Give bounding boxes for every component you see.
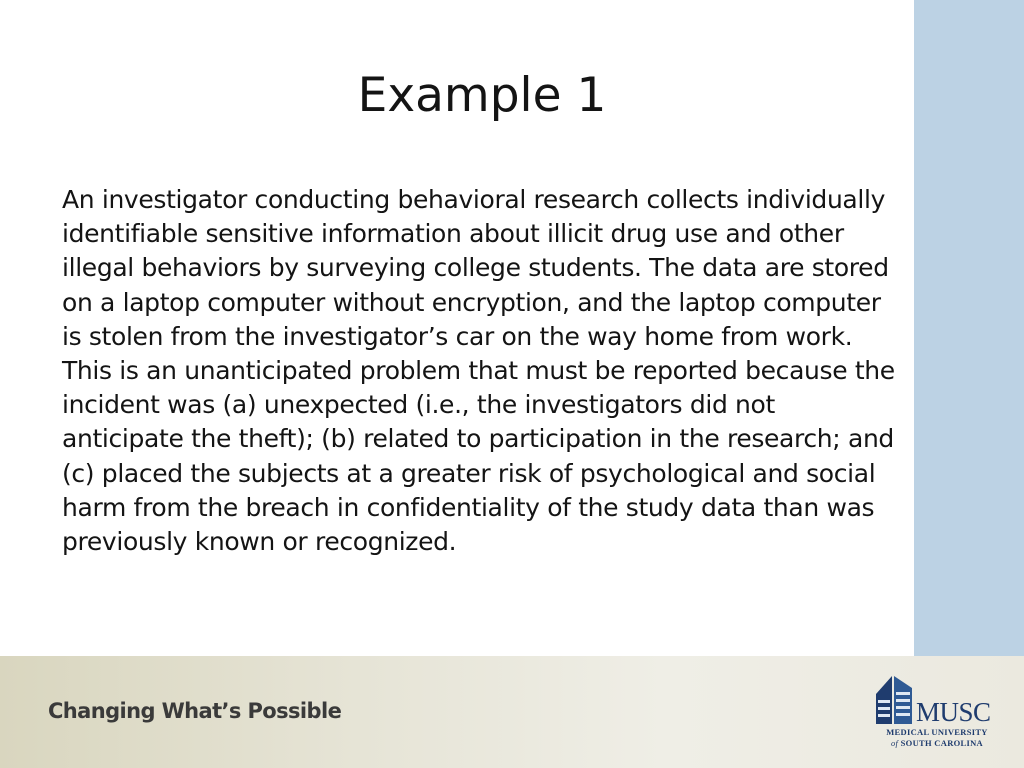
logo-wordmark: MUSC: [916, 697, 991, 727]
building-icon: [872, 672, 916, 726]
slide-body-text: An investigator conducting behavioral research collects individually identifiable sensitive information about illicit drug use and other illegal behaviors by surveying college students. The data are stored on a laptop computer without encryption, and the laptop computer is stolen from the investigator’s car on the way home from work. This is an unanticipated problem that must be reported because the incident was (a) unexpected (i.e., the investigators did not anticipate the theft); (b) related to participation in the research; and (c) placed the subjects at a greater risk of psychological and social harm from the breach in confidentiality of the study data than was previously known or recognized.: [62, 185, 895, 557]
logo-subtitle-of: of: [890, 738, 899, 748]
logo-subtitle-line2: [874, 738, 1000, 748]
musc-logo: [872, 672, 1002, 756]
slide-title: Example 1: [357, 68, 607, 123]
logo-subtitle-line1: MEDICAL UNIVERSITY: [886, 727, 988, 737]
footer-tagline: Changing What’s Possible: [48, 699, 342, 723]
logo-subtitle-state: SOUTH CAROLINA: [898, 738, 983, 748]
